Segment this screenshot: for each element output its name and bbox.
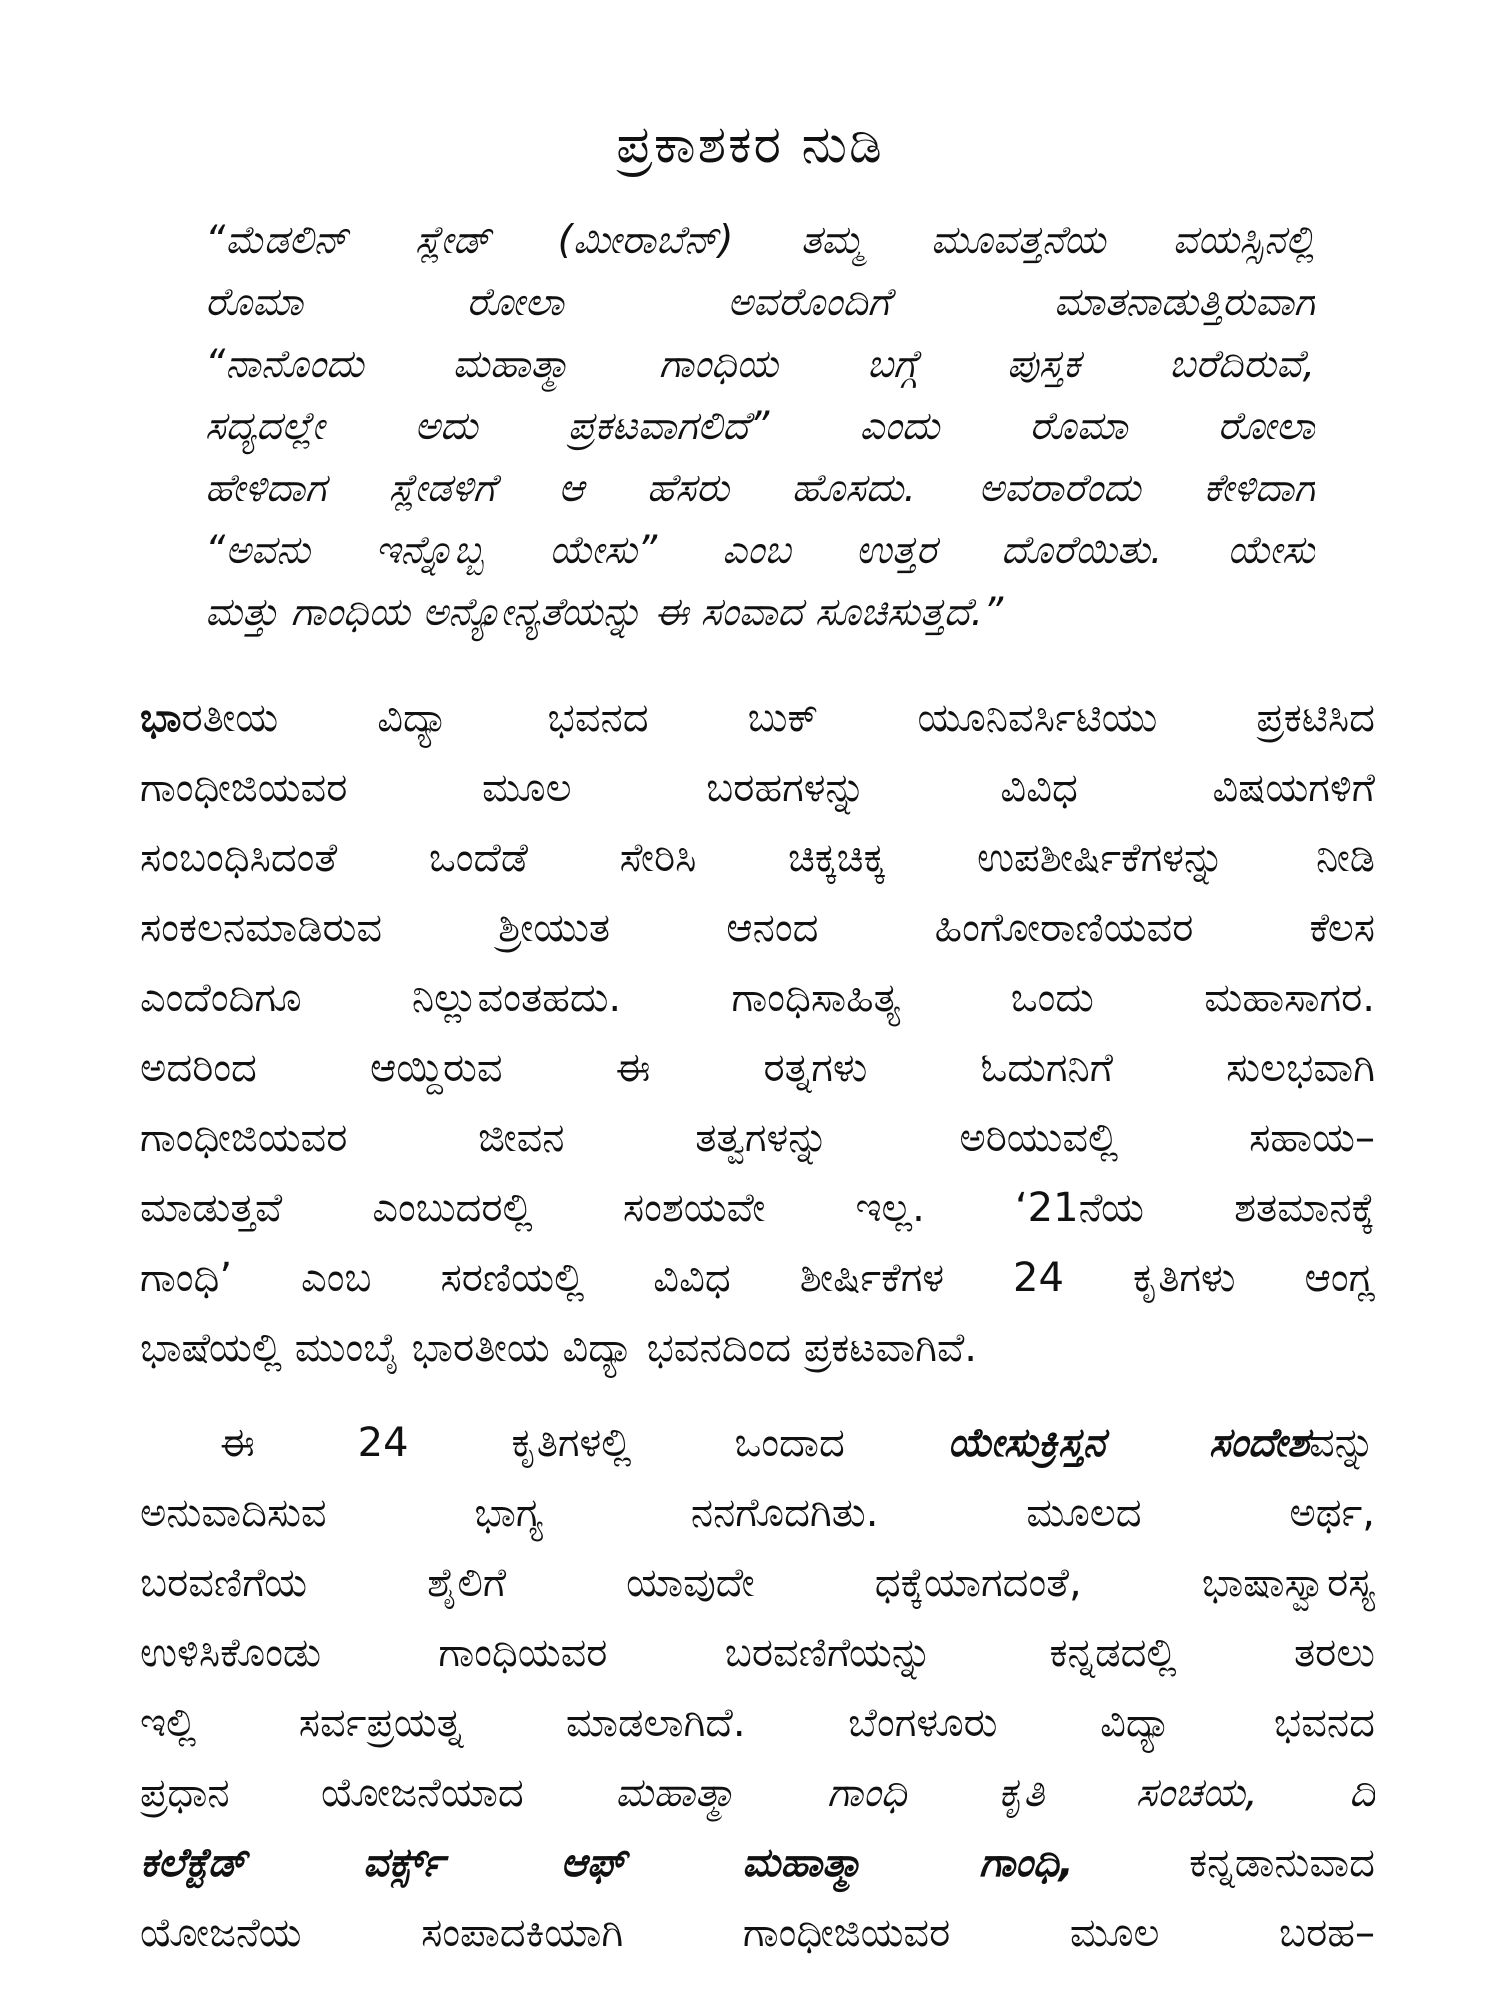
book-title: ಯೇಸುಕ್ರಿಸ್ತನ ಸಂದೇಶ [947, 1420, 1309, 1466]
paragraph-line: ಗಾಂಧೀಜಿಯವರ ಮೂಲ ಬರಹಗಳನ್ನು ವಿವಿಧ ವಿಷಯಗಳಿಗೆ [140, 765, 1375, 811]
quote-line: ಹೇಳಿದಾಗ ಸ್ಲೇಡಳಿಗೆ ಆ ಹೆಸರು ಹೊಸದು. ಅವರಾರೆಂದು ಕೇಳಿದಾಗ [205, 466, 1315, 511]
paragraph-line: ಇಲ್ಲಿ ಸರ್ವಪ್ರಯತ್ನ ಮಾಡಲಾಗಿದೆ. ಬೆಂಗಳೂರು ವಿದ್ಯಾ ಭವನದ [140, 1700, 1375, 1746]
paragraph-line-text: ಪ್ರಧಾನ ಯೋಜನೆಯಾದ [140, 1770, 616, 1816]
quote-line: ರೊಮಾ ರೋಲಾ ಅವರೊಂದಿಗೆ ಮಾತನಾಡುತ್ತಿರುವಾಗ [205, 280, 1315, 325]
paragraph-line: ಅದರಿಂದ ಆಯ್ದಿರುವ ಈ ರತ್ನಗಳು ಓದುಗನಿಗೆ ಸುಲಭವಾಗಿ [140, 1045, 1375, 1091]
paragraph-line [140, 1828, 1375, 1898]
paragraph-line: ಸಂಬಂಧಿಸಿದಂತೆ ಒಂದೆಡೆ ಸೇರಿಸಿ ಚಿಕ್ಕಚಿಕ್ಕ ಉಪಶೀರ್ಷಿಕೆಗಳನ್ನು ನೀಡಿ [140, 835, 1375, 881]
paragraph-line-text: ಈ 24 ಕೃತಿಗಳಲ್ಲಿ ಒಂದಾದ [220, 1420, 948, 1466]
drop-cap: ಭಾ [140, 695, 182, 741]
paragraph-line: ಗಾಂಧೀಜಿಯವರ ಜೀವನ ತತ್ವಗಳನ್ನು ಅರಿಯುವಲ್ಲಿ ಸಹಾಯ– [140, 1115, 1375, 1161]
page-title: ಪ್ರಕಾಶಕರ ನುಡಿ [616, 115, 884, 175]
paragraph-line-text: ರತೀಯ ವಿದ್ಯಾ ಭವನದ ಬುಕ್ ಯೂನಿವರ್ಸಿಟಿಯು ಪ್ರಕಟಿಸಿದ [181, 695, 1375, 741]
quote-line: ಸದ್ಯದಲ್ಲೇ ಅದು ಪ್ರಕಟವಾಗಲಿದೆ” ಎಂದು ರೊಮಾ ರೋಲಾ [205, 404, 1315, 449]
paragraph-line [140, 683, 1375, 753]
paragraph-line: ಅನುವಾದಿಸುವ ಭಾಗ್ಯ ನನಗೊದಗಿತು. ಮೂಲದ ಅರ್ಥ, [140, 1490, 1375, 1536]
paragraph-line: ಭಾಷೆಯಲ್ಲಿ ಮುಂಬೈ ಭಾರತೀಯ ವಿದ್ಯಾ ಭವನದಿಂದ ಪ್ರಕಟವಾಗಿವೆ. [140, 1325, 978, 1371]
quote-line: “ಅವನು ಇನ್ನೊಬ್ಬ ಯೇಸು” ಎಂಬ ಉತ್ತರ ದೊರೆಯಿತು. ಯೇಸು [205, 528, 1315, 573]
quote-line: ಮತ್ತು ಗಾಂಧಿಯ ಅನ್ಯೋನ್ಯತೆಯನ್ನು ಈ ಸಂವಾದ ಸೂಚಿಸುತ್ತದೆ.” [205, 590, 1004, 635]
body-paragraph-1 [140, 683, 1375, 1383]
book-title: ಕಲೆಕ್ಟೆಡ್ ವರ್ಕ್ಸ್ ಆಫ್ ಮಹಾತ್ಮಾ ಗಾಂಧಿ, [140, 1840, 1074, 1886]
paragraph-line-text: ಕನ್ನಡಾನುವಾದ [1073, 1840, 1375, 1886]
epigraph-quote [205, 210, 1315, 644]
paragraph-line: ಸಂಕಲನಮಾಡಿರುವ ಶ್ರೀಯುತ ಆನಂದ ಹಿಂಗೋರಾಣಿಯವರ ಕೆಲಸ [140, 905, 1375, 951]
paragraph-line: ಗಾಂಧಿ’ ಎಂಬ ಸರಣಿಯಲ್ಲಿ ವಿವಿಧ ಶೀರ್ಷಿಕೆಗಳ 24 ಕೃತಿಗಳು ಆಂಗ್ಲ [140, 1255, 1375, 1301]
paragraph-line: ಬರವಣಿಗೆಯ ಶೈಲಿಗೆ ಯಾವುದೇ ಧಕ್ಕೆಯಾಗದಂತೆ, ಭಾಷಾಸ್ವಾರಸ್ಯ [140, 1560, 1375, 1606]
paragraph-line [140, 1408, 1375, 1478]
body-paragraph-2 [140, 1408, 1375, 1968]
paragraph-line-text: ವನ್ನು [1308, 1420, 1375, 1466]
paragraph-line [140, 1758, 1375, 1828]
quote-line: “ಮೆಡಲಿನ್ ಸ್ಲೇಡ್ (ಮೀರಾಬೆನ್) ತಮ್ಮ ಮೂವತ್ತನೆಯ ವಯಸ್ಸಿನಲ್ಲಿ [205, 218, 1315, 263]
book-title: ಮಹಾತ್ಮಾ ಗಾಂಧಿ ಕೃತಿ ಸಂಚಯ, ದಿ [615, 1770, 1375, 1816]
paragraph-line: ಉಳಿಸಿಕೊಂಡು ಗಾಂಧಿಯವರ ಬರವಣಿಗೆಯನ್ನು ಕನ್ನಡದಲ್ಲಿ ತರಲು [140, 1630, 1375, 1676]
quote-line: “ನಾನೊಂದು ಮಹಾತ್ಮಾ ಗಾಂಧಿಯ ಬಗ್ಗೆ ಪುಸ್ತಕ ಬರೆದಿರುವೆ, [205, 342, 1315, 387]
paragraph-line: ಮಾಡುತ್ತವೆ ಎಂಬುದರಲ್ಲಿ ಸಂಶಯವೇ ಇಲ್ಲ. ‘21ನೆಯ ಶತಮಾನಕ್ಕೆ [140, 1185, 1375, 1231]
paragraph-line: ಎಂದೆಂದಿಗೂ ನಿಲ್ಲುವಂತಹದು. ಗಾಂಧಿಸಾಹಿತ್ಯ ಒಂದು ಮಹಾಸಾಗರ. [140, 975, 1375, 1021]
paragraph-line: ಯೋಜನೆಯ ಸಂಪಾದಕಿಯಾಗಿ ಗಾಂಧೀಜಿಯವರ ಮೂಲ ಬರಹ– [140, 1910, 1375, 1956]
